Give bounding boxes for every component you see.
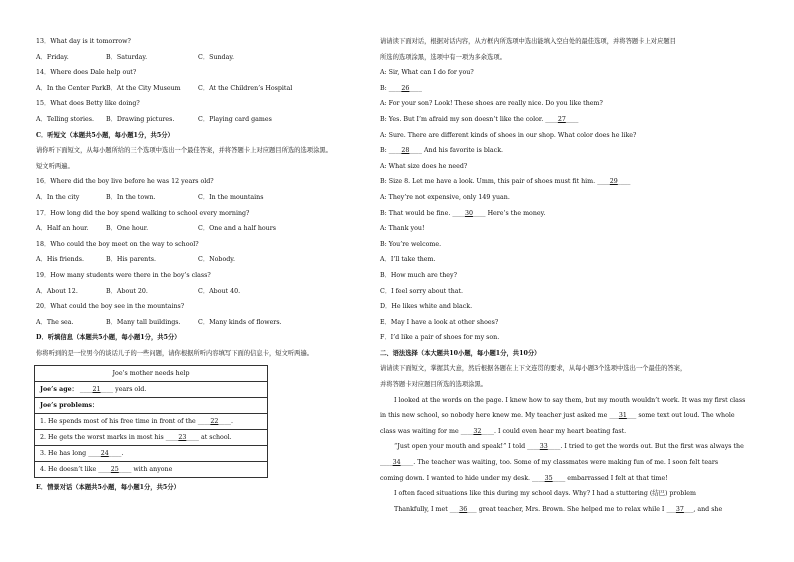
- section-c-title: C．听短文（本题共5小题，每小题1分，共5分）: [36, 131, 174, 139]
- option-c: C．At the Children’s Hospital: [198, 84, 293, 92]
- section-c-note: 短文听两遍。: [36, 162, 74, 170]
- question-15: 15．What does Betty like doing?: [36, 100, 140, 108]
- passage-line: coming down. I wanted to hide under my desk. ____35____ embarrassed I felt at that time!: [380, 474, 668, 482]
- dialogue-line: B: That would be fine. ____30____ Here’s the money.: [380, 209, 546, 217]
- question-13-options: [36, 54, 366, 62]
- option-line: B．How much are they?: [380, 271, 457, 279]
- question-18-options: [36, 256, 366, 264]
- table-row: 1. He spends most of his free time in front of the ____22____.: [35, 414, 268, 430]
- option-c: C．Sunday.: [198, 53, 235, 61]
- answer-blank-23[interactable]: ____23____: [165, 433, 199, 441]
- question-15-options: [36, 116, 366, 124]
- option-a: A．In the city: [36, 193, 80, 201]
- option-c: C．In the mountains: [198, 193, 264, 201]
- answer-blank-33[interactable]: ____33____: [527, 443, 561, 451]
- dialogue-line: A: Sure. There are different kinds of shoes in our shop. What color does he like?: [380, 131, 637, 139]
- passage-line: ____34____. The teacher was waiting, too. Some of my classmates were making fun of me. I soon felt tears: [380, 459, 719, 467]
- answer-blank-29[interactable]: ____29____: [597, 178, 631, 186]
- table-row: 4. He doesn’t like ____25____ with anyone: [35, 462, 268, 478]
- question-18: 18．Who could the boy meet on the way to school?: [36, 240, 199, 248]
- section-d-title: D．听填信息（本题共5小题，每小题1分，共5分）: [36, 334, 181, 342]
- age-label: Joe’s age：: [40, 385, 78, 393]
- option-line: C．I feel sorry about that.: [380, 287, 464, 295]
- answer-blank-25[interactable]: ____25____: [98, 465, 132, 473]
- dialogue-line: A: They’re not expensive, only 149 yuan.: [380, 193, 510, 201]
- passage-line: class was waiting for me ____32____. I could even hear my heart beating fast.: [380, 427, 627, 435]
- answer-blank-34[interactable]: ____34____: [380, 459, 414, 467]
- option-b: B．Many tall buildings.: [106, 318, 181, 326]
- option-line: F．I’d like a pair of shoes for my son.: [380, 334, 500, 342]
- passage-line: I looked at the words on the page. I knew how to say them, but my mouth wouldn’t work. It was my first class: [394, 396, 746, 404]
- option-a: A．His friends.: [36, 256, 84, 264]
- dialogue-intro-line-2: 所选的选项涂黑，选项中有一项为多余选项。: [380, 53, 506, 61]
- question-13: 13．What day is it tomorrow?: [36, 38, 131, 45]
- left-column: [36, 38, 366, 500]
- option-a: A．The sea.: [36, 318, 74, 326]
- dialogue-line: B: Yes. But I’m afraid my son doesn’t like the color. ____27____: [380, 115, 579, 123]
- option-c: C．One and a half hours: [198, 225, 276, 233]
- answer-blank-24[interactable]: ____24____: [88, 449, 122, 457]
- answer-blank-30[interactable]: ____30____: [452, 209, 486, 217]
- info-card-table: [34, 365, 268, 478]
- dialogue-intro-line-1: 请请读下面对话，根据对话内容，从方框内所选项中选出能填入空白处的最佳选项，并将答题卡上对应题目: [380, 38, 676, 45]
- passage-line: I often faced situations like this during my school days. Why? I had a stuttering (结巴) problem: [394, 490, 696, 498]
- answer-blank-32[interactable]: ____32____: [460, 427, 494, 435]
- answer-blank-21[interactable]: ____21____: [79, 385, 114, 393]
- answer-blank-28[interactable]: ____28____: [388, 147, 422, 155]
- passage-line: Thankfully, I met ___36___ great teacher, Mrs. Brown. She helped me to relax while I ___37___, and she: [394, 505, 723, 513]
- dialogue-line: A: What size does he need?: [380, 162, 468, 170]
- option-c: C．About 40.: [198, 287, 241, 295]
- question-16: 16．Where did the boy live before he was 12 years old?: [36, 178, 214, 186]
- table-header: Joe’s mother needs help: [35, 366, 268, 382]
- option-b: B．In the town.: [106, 193, 156, 201]
- section-d-instructions: 你将听到的是一位男今的谈话儿子的一些问题，请你根据所听内容填写下面的信息卡，短文听两遍。: [36, 349, 314, 357]
- question-19-options: [36, 288, 366, 296]
- option-b: B．Drawing pictures.: [106, 115, 175, 123]
- option-a: A．Friday.: [36, 53, 69, 61]
- question-20: 20．What could the boy see in the mountains?: [36, 303, 185, 311]
- passage-line: in this new school, so nobody here knew me. My teacher just asked me ___31___ some text out loud. The whole: [380, 412, 735, 420]
- answer-blank-22[interactable]: ____22____: [197, 417, 231, 425]
- answer-blank-26[interactable]: ____26____: [388, 84, 422, 92]
- table-row-age: [35, 382, 268, 398]
- option-c: C．Many kinds of flowers.: [198, 318, 282, 326]
- option-a: A．Half an hour.: [36, 225, 89, 233]
- option-b: B．One hour.: [106, 225, 149, 233]
- section-e-title: E．情景对话（本题共5小题，每小题1分，共5分）: [36, 484, 180, 492]
- option-line: D．He likes white and black.: [380, 303, 473, 311]
- section-2-instructions-1: 请请读下面短文，掌握其大意，然后根据各题在上下文连贯的要求，从每小题3个选项中选出一个最佳的答案，: [380, 365, 687, 373]
- answer-blank-27[interactable]: ____27____: [545, 115, 579, 123]
- passage-line: “Just open your mouth and speak!” I told ____33____. I tried to get the words out. But the first was always the: [394, 443, 744, 451]
- dialogue-line: A: Sir, What can I do for you?: [380, 69, 474, 77]
- option-c: C．Playing card games: [198, 115, 272, 123]
- answer-blank-35[interactable]: ____35____: [532, 474, 566, 482]
- table-row: 2. He gets the worst marks in most his ____23____ at school.: [35, 430, 268, 446]
- problems-label: Joe’s problems：: [35, 398, 268, 414]
- option-b: B．Saturday.: [106, 53, 148, 61]
- right-column: [380, 38, 760, 521]
- question-16-options: [36, 194, 366, 202]
- question-14-options: [36, 85, 366, 93]
- option-a: A．Telling stories.: [36, 115, 94, 123]
- age-suffix: years old.: [115, 385, 147, 393]
- question-19: 19．How many students were there in the boy’s class?: [36, 271, 211, 279]
- answer-blank-36[interactable]: ___36___: [449, 505, 477, 513]
- answer-blank-37[interactable]: ___37___: [666, 505, 694, 513]
- option-b: B．At the City Museum: [106, 84, 181, 92]
- option-a: A．About 12.: [36, 287, 78, 295]
- dialogue-line: A: For your son? Look! These shoes are really nice. Do you like them?: [380, 100, 603, 108]
- answer-blank-31[interactable]: ___31___: [609, 412, 637, 420]
- table-row: 3. He has long ____24____.: [35, 446, 268, 462]
- question-17-options: [36, 225, 366, 233]
- dialogue-line: A: Thank you!: [380, 225, 425, 233]
- question-20-options: [36, 319, 366, 327]
- question-14: 14．Where does Dale help out?: [36, 69, 137, 77]
- option-line: A．I’ll take them.: [380, 256, 436, 264]
- option-b: B．About 20.: [106, 287, 148, 295]
- dialogue-line: B: Size 8. Let me have a look. Umm, this pair of shoes must fit him. ____29____: [380, 178, 631, 186]
- dialogue-line: B: ____26____: [380, 84, 422, 92]
- section-c-instructions: 请你听下面短文，从每小题所给的三个选项中选出一个最佳答案，并将答题卡上对应题目所选的选项涂黑。: [36, 147, 332, 155]
- section-2-title: 二、语法选择（本大题共10小题，每小题1分，共10分）: [380, 349, 541, 357]
- question-17: 17．How long did the boy spend walking to school every morning?: [36, 209, 250, 217]
- dialogue-line: B: ____28____ And his favorite is black.: [380, 147, 504, 155]
- option-b: B．His parents.: [106, 256, 157, 264]
- section-2-instructions-2: 并将答题卡对应题目所选的选项涂黑。: [380, 381, 488, 389]
- option-a: A．In the Center Park.: [36, 84, 109, 92]
- dialogue-line: B: You’re welcome.: [380, 240, 442, 248]
- option-line: E．May I have a look at other shoes?: [380, 318, 499, 326]
- option-c: C．Nobody.: [198, 256, 235, 264]
